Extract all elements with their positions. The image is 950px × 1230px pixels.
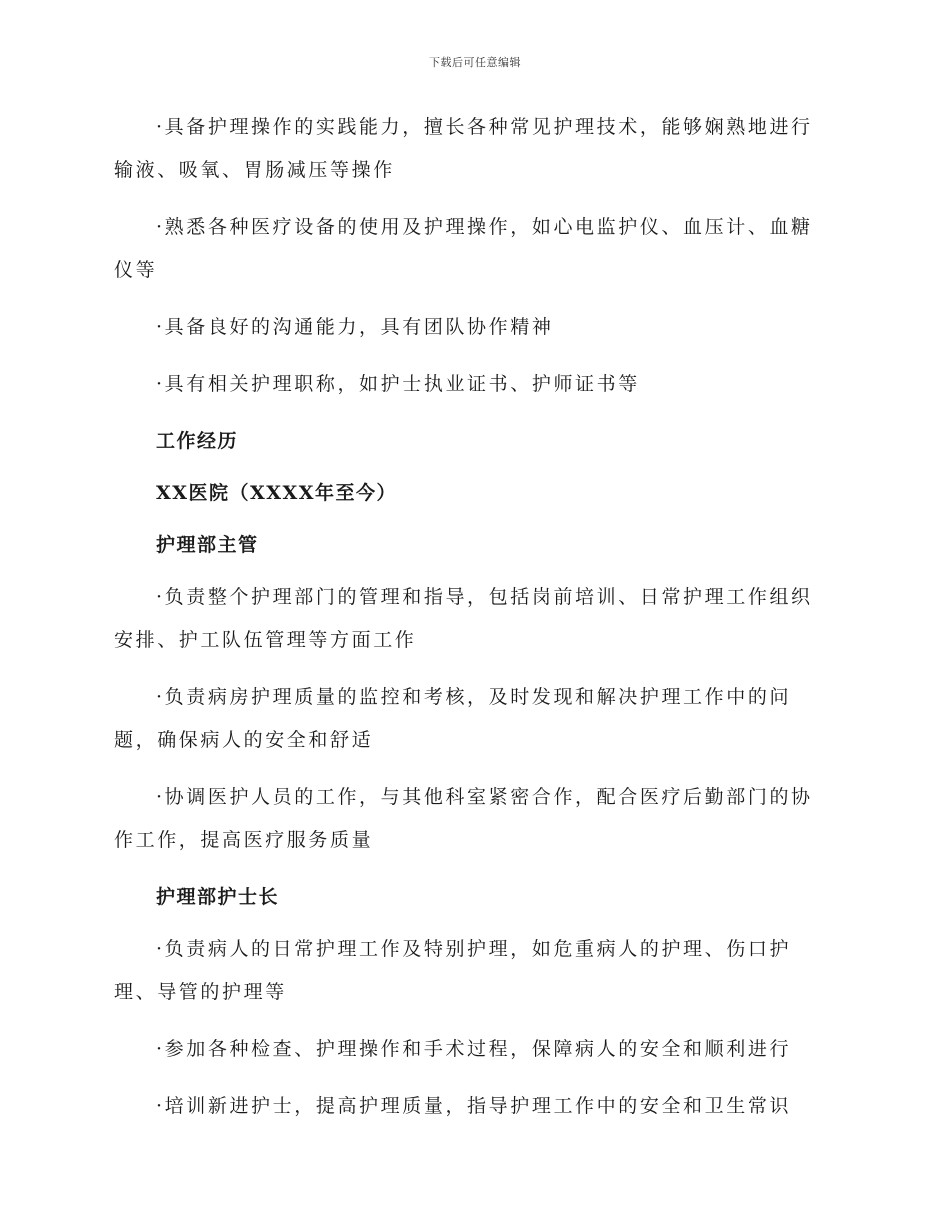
duty-item: ·协调医护人员的工作，与其他科室紧密合作，配合医疗后勤部门的协作工作，提高医疗服务质量 <box>114 786 813 851</box>
duty-item: ·参加各种检查、护理操作和手术过程，保障病人的安全和顺利进行 <box>156 1038 792 1060</box>
page-header-note: 下载后可任意编辑 <box>429 56 521 69</box>
duty-item: ·负责病人的日常护理工作及特别护理，如危重病人的护理、伤口护理、导管的护理等 <box>114 938 792 1003</box>
duty-item: ·培训新进护士，提高护理质量，指导护理工作中的安全和卫生常识 <box>156 1095 792 1117</box>
skill-item: ·熟悉各种医疗设备的使用及护理操作，如心电监护仪、血压计、血糖仪等 <box>114 216 813 281</box>
skill-item: ·具备护理操作的实践能力，擅长各种常见护理技术，能够娴熟地进行输液、吸氧、胃肠减压等操作 <box>114 116 813 181</box>
skill-item: ·具有相关护理职称，如护士执业证书、护师证书等 <box>156 373 640 395</box>
role-title-head-nurse: 护理部护士长 <box>156 886 280 908</box>
duty-item: ·负责整个护理部门的管理和指导，包括岗前培训、日常护理工作组织安排、护工队伍管理等方面工作 <box>114 586 813 651</box>
skill-item: ·具备良好的沟通能力，具有团队协作精神 <box>156 316 554 338</box>
role-title-nursing-supervisor: 护理部主管 <box>156 534 259 556</box>
section-title-work-experience: 工作经历 <box>156 430 239 452</box>
document-body <box>114 106 826 1142</box>
employer-heading: XX医院（XXXX年至今） <box>156 482 397 504</box>
duty-item: ·负责病房护理质量的监控和考核，及时发现和解决护理工作中的问题，确保病人的安全和舒适 <box>114 686 792 751</box>
